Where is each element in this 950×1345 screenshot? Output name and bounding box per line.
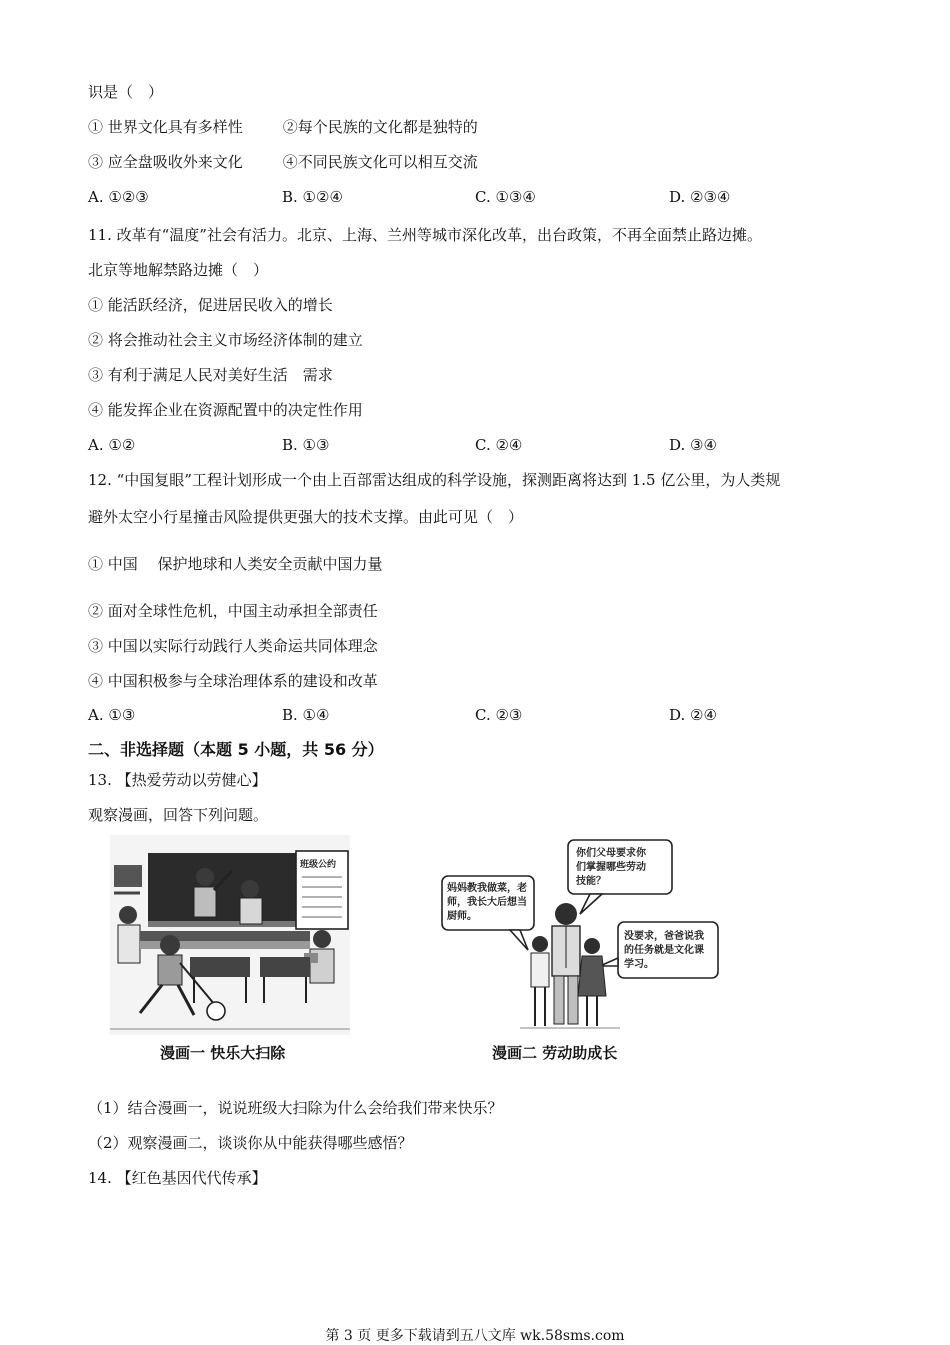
q10-option-c[interactable]: C. ①③④ <box>475 188 536 206</box>
q10-option-b[interactable]: B. ①②④ <box>282 188 343 206</box>
q12-option-a[interactable]: A. ①③ <box>88 706 136 724</box>
q11-option-b[interactable]: B. ①③ <box>282 436 330 454</box>
comic-1-notice-text: 班级公约 <box>300 860 337 870</box>
q12-statement-4: ④ 中国积极参与全球治理体系的建设和改革 <box>88 672 378 690</box>
comic-1-caption: 漫画一 快乐大扫除 <box>160 1044 286 1062</box>
comic-2-bubble-left-line2: 师，我长大后想当 <box>447 897 527 908</box>
q10-option-a[interactable]: A. ①②③ <box>88 188 149 206</box>
comic-2-caption: 漫画二 劳动助成长 <box>492 1044 618 1062</box>
comic-2-bubble-top-line1: 你们父母要求你 <box>576 848 646 859</box>
q10-statement-2: ②每个民族的文化都是独特的 <box>282 118 478 136</box>
q11-stem-line1: 11. 改革有“温度”社会有活力。北京、上海、兰州等城市深化改革，出台政策，不再全面禁止路边摊。 <box>88 226 762 244</box>
q13-title: 13. 【热爱劳动以劳健心】 <box>88 771 267 789</box>
comic-2-bubble-right-line2: 的任务就是文化课 <box>624 945 704 956</box>
q13-part-2: （2）观察漫画二，谈谈你从中能获得哪些感悟？ <box>88 1134 413 1152</box>
q12-option-c[interactable]: C. ②③ <box>475 706 523 724</box>
comic-2-bubble-left-line1: 妈妈教我做菜，老 <box>447 883 527 894</box>
q14-title: 14. 【红色基因代代传承】 <box>88 1169 267 1187</box>
q13-intro: 观察漫画，回答下列问题。 <box>88 806 269 824</box>
q11-option-a[interactable]: A. ①② <box>88 436 136 454</box>
q11-option-c[interactable]: C. ②④ <box>475 436 523 454</box>
page-footer: 第 3 页 更多下载请到五八文库 wk.58sms.com <box>325 1328 625 1344</box>
q12-option-b[interactable]: B. ①④ <box>282 706 330 724</box>
q11-statement-4: ④ 能发挥企业在资源配置中的决定性作用 <box>88 401 363 419</box>
comic-2-bubble-top-line3: 技能？ <box>576 876 606 887</box>
q12-statement-2: ② 面对全球性危机，中国主动承担全部责任 <box>88 602 378 620</box>
q10-statements-row1 <box>88 117 478 137</box>
q12-statement-3: ③ 中国以实际行动践行人类命运共同体理念 <box>88 637 378 655</box>
q11-option-d[interactable]: D. ③④ <box>669 436 717 454</box>
q12-option-d[interactable]: D. ②④ <box>669 706 717 724</box>
q12-stem-line1: 12. “中国复眼”工程计划形成一个由上百部雷达组成的科学设施，探测距离将达到 1.5 亿公里，为人类规 <box>88 471 781 489</box>
section-2-heading: 二、非选择题（本题 5 小题，共 56 分） <box>88 740 384 759</box>
comic-2-bubble-right-line3: 学习。 <box>624 959 654 970</box>
comic-2-bubble-top-line2: 们掌握哪些劳动 <box>576 862 646 873</box>
q10-statement-3: ③ 应全盘吸收外来文化 <box>88 153 243 171</box>
comic-2-bubble-left-line3: 厨师。 <box>447 911 477 922</box>
comic-2-bubble-right-line1: 没要求，爸爸说我 <box>624 931 704 942</box>
q10-stem-end: 识是（ ） <box>88 83 164 101</box>
q11-statement-1: ① 能活跃经济，促进居民收入的增长 <box>88 296 333 314</box>
q10-statement-4: ④不同民族文化可以相互交流 <box>282 153 478 171</box>
q13-part-1: （1）结合漫画一，说说班级大扫除为什么会给我们带来快乐？ <box>88 1099 503 1117</box>
q11-stem-line2: 北京等地解禁路边摊（ ） <box>88 261 269 279</box>
q11-statement-3: ③ 有利于满足人民对美好生活 需求 <box>88 366 333 384</box>
q12-statement-1: ① 中国 保护地球和人类安全贡献中国力量 <box>88 555 383 573</box>
q11-statement-2: ② 将会推动社会主义市场经济体制的建立 <box>88 331 363 349</box>
q10-statements-row2 <box>88 152 478 172</box>
q10-statement-1: ① 世界文化具有多样性 <box>88 118 243 136</box>
q12-stem-line2: 避外太空小行星撞击风险提供更强大的技术支撑。由此可见（ ） <box>88 508 524 526</box>
q10-option-d[interactable]: D. ②③④ <box>669 188 731 206</box>
